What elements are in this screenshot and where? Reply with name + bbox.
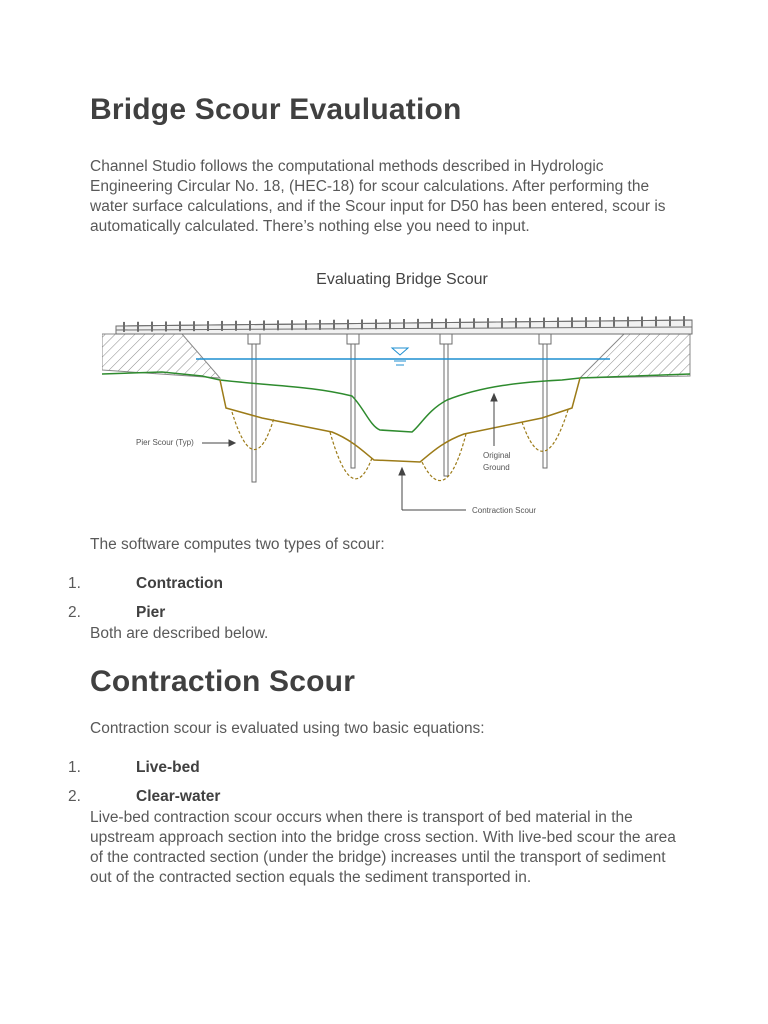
original-ground-label-line2: Ground <box>483 463 510 472</box>
figure-title: Evaluating Bridge Scour <box>316 271 488 288</box>
contraction-scour-label: Contraction Scour <box>472 506 537 515</box>
list-item-clear-water: Clear-water <box>136 788 221 805</box>
water-level-symbol <box>392 348 408 365</box>
pier-scour-holes <box>232 410 568 481</box>
pier-scour-arrow <box>202 440 235 446</box>
contraction-scour-arrow <box>399 468 466 510</box>
right-embankment <box>580 334 690 378</box>
list-item-number: 2. <box>68 604 81 621</box>
section2-body: Live-bed contraction scour occurs when there is transport of bed material in the upstream approach section into the bridge cross section. With live-bed scour the area of the contracted section (under the bridge) increases until the transport of sediment out of the contracted section equals the sediment transported in. <box>90 809 676 886</box>
list-item-contraction: Contraction <box>136 575 223 592</box>
types-intro: The software computes two types of scour: <box>90 536 385 553</box>
pier-scour-label: Pier Scour (Typ) <box>136 438 194 447</box>
list-item-number: 1. <box>68 575 81 592</box>
bridge-scour-figure <box>102 258 702 520</box>
list-item-number: 2. <box>68 788 81 805</box>
original-ground-arrow <box>491 394 497 446</box>
types-after: Both are described below. <box>90 625 269 642</box>
section-heading-contraction-scour: Contraction Scour <box>90 665 356 698</box>
page-title: Bridge Scour Evauluation <box>90 93 462 126</box>
list-item-pier: Pier <box>136 604 166 621</box>
original-ground-label-line1: Original <box>483 451 511 460</box>
intro-paragraph: Channel Studio follows the computational methods described in Hydrologic Engineering Circular No. 18, (HEC-18) for scour calculations. After performing the water surface calculations, and if the Scour input for D50 has been entered, scour is automatically calculated. There’s nothing else you need to input. <box>90 158 666 235</box>
bridge-scour-diagram <box>102 258 702 520</box>
section2-intro: Contraction scour is evaluated using two basic equations: <box>90 720 485 737</box>
list-item-number: 1. <box>68 759 81 776</box>
list-item-live-bed: Live-bed <box>136 759 200 776</box>
original-ground-line <box>102 372 690 432</box>
